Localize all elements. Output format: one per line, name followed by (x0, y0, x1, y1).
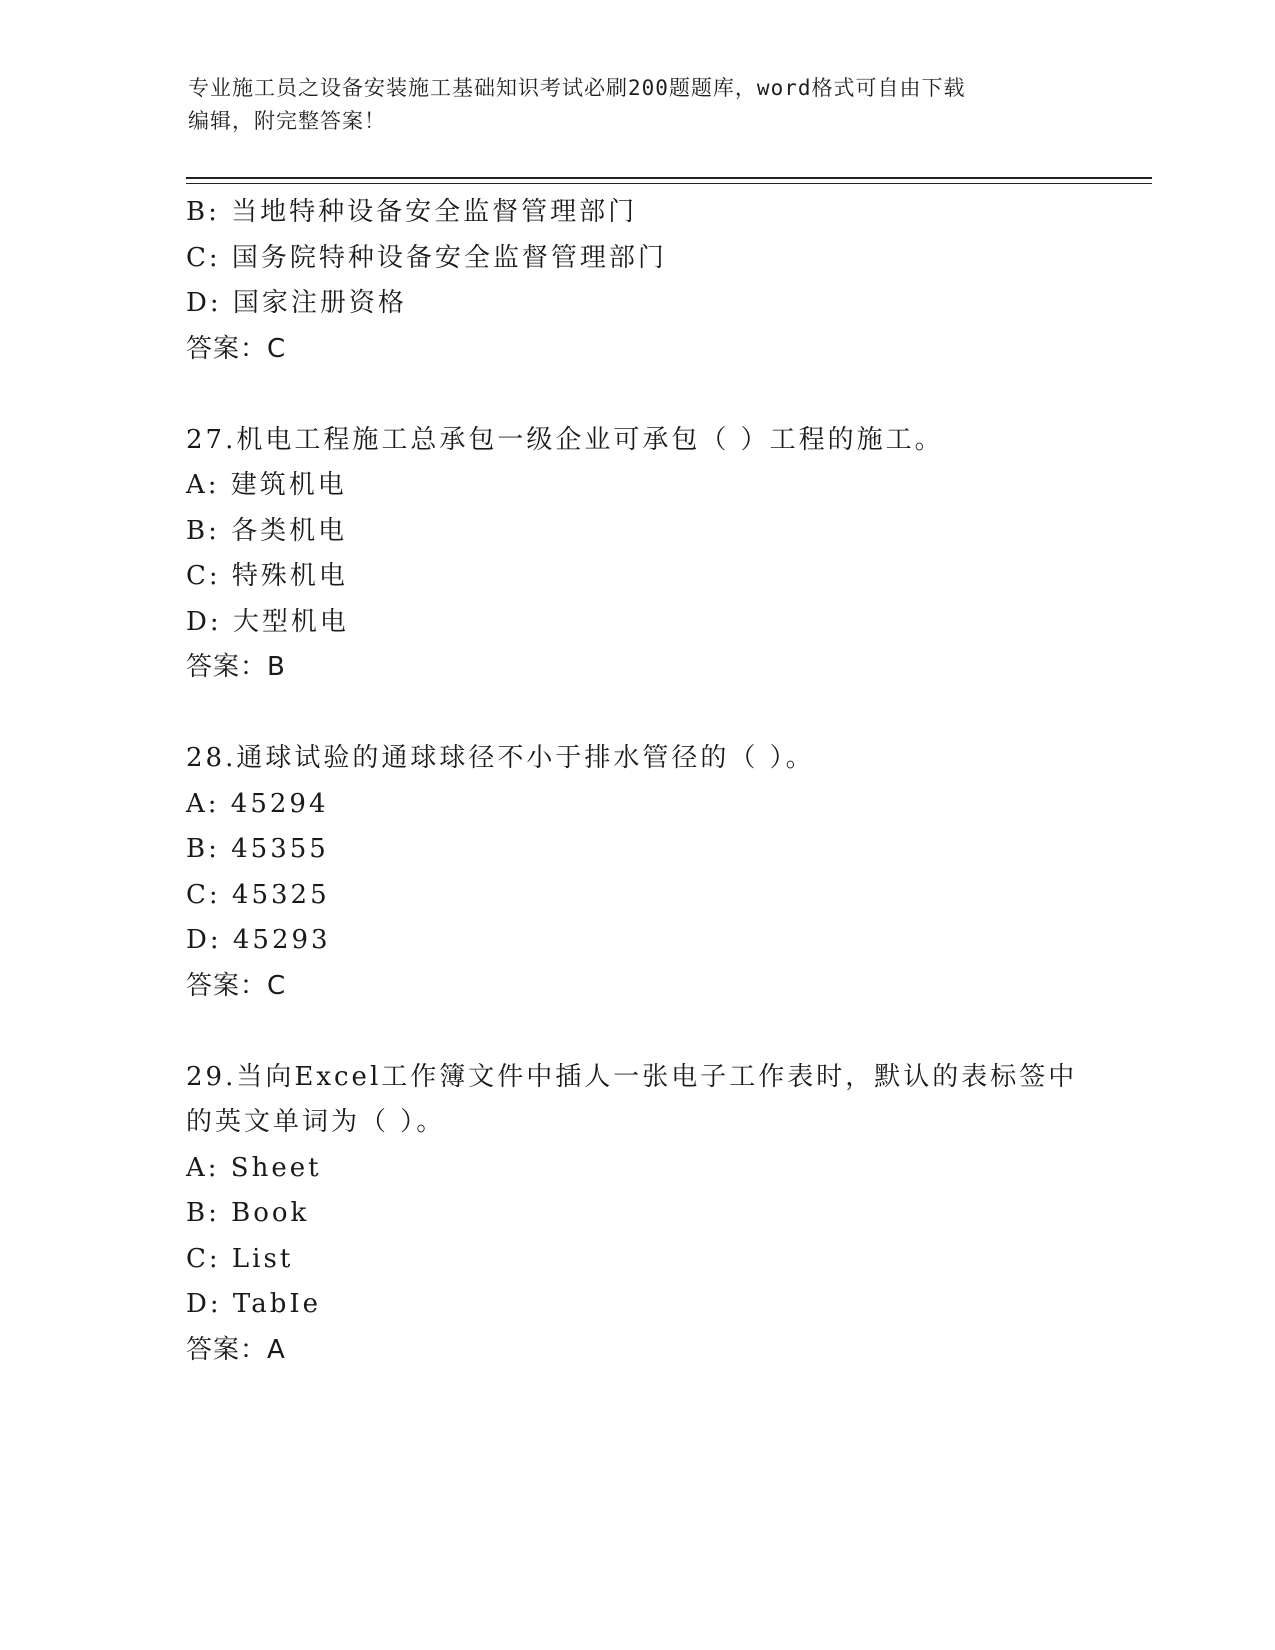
header-divider-thick (186, 177, 1152, 179)
question-block-27 (186, 418, 1086, 691)
answer-label: 答案：A (186, 1334, 286, 1365)
spacer (186, 691, 1086, 737)
option-d: D: 国家注册资格 (186, 288, 407, 318)
option-d: D: 大型机电 (186, 606, 349, 637)
option-c: C: 特殊机电 (186, 561, 348, 591)
option-a: A: 45294 (186, 788, 329, 819)
header-line-2: 编辑，附完整答案！ (188, 109, 386, 133)
option-d: D: 45293 (186, 925, 331, 955)
option-c: C: 45325 (186, 879, 330, 910)
answer-label: 答案：C (186, 333, 287, 364)
question-content (186, 190, 1086, 1373)
header-divider-thin (186, 183, 1152, 184)
option-a: A: 建筑机电 (186, 470, 347, 500)
option-b: B: Book (186, 1198, 310, 1228)
question-block-28 (186, 736, 1086, 1009)
option-b: B: 当地特种设备安全监督管理部门 (186, 197, 638, 227)
answer-label: 答案：B (186, 652, 286, 682)
question-block-29 (186, 1055, 1086, 1374)
option-b: B: 45355 (186, 834, 329, 864)
option-c: C: 国务院特种设备安全监督管理部门 (186, 242, 667, 273)
option-c: C: List (186, 1243, 294, 1274)
header-line-1: 专业施工员之设备安装施工基础知识考试必刷200题题库，word格式可自由下载 (188, 76, 966, 100)
question-text: 28.通球试验的通球球径不小于排水管径的（ ）。 (186, 743, 815, 773)
option-b: B: 各类机电 (186, 515, 348, 546)
question-block-26 (186, 190, 1086, 372)
question-text: 27.机电工程施工总承包一级企业可承包（ ）工程的施工。 (186, 424, 944, 455)
question-text-line-1: 29.当向Excel工作簿文件中插人一张电子工作表时，默认的表标签中 (186, 1061, 1078, 1092)
spacer (186, 1009, 1086, 1055)
option-a: A: Sheet (186, 1152, 322, 1183)
question-text-line-2: 的英文单词为（ ）。 (186, 1107, 446, 1137)
document-header (188, 72, 1068, 138)
option-d: D: TabIe (186, 1289, 321, 1319)
answer-label: 答案：C (186, 970, 287, 1001)
spacer (186, 372, 1086, 418)
